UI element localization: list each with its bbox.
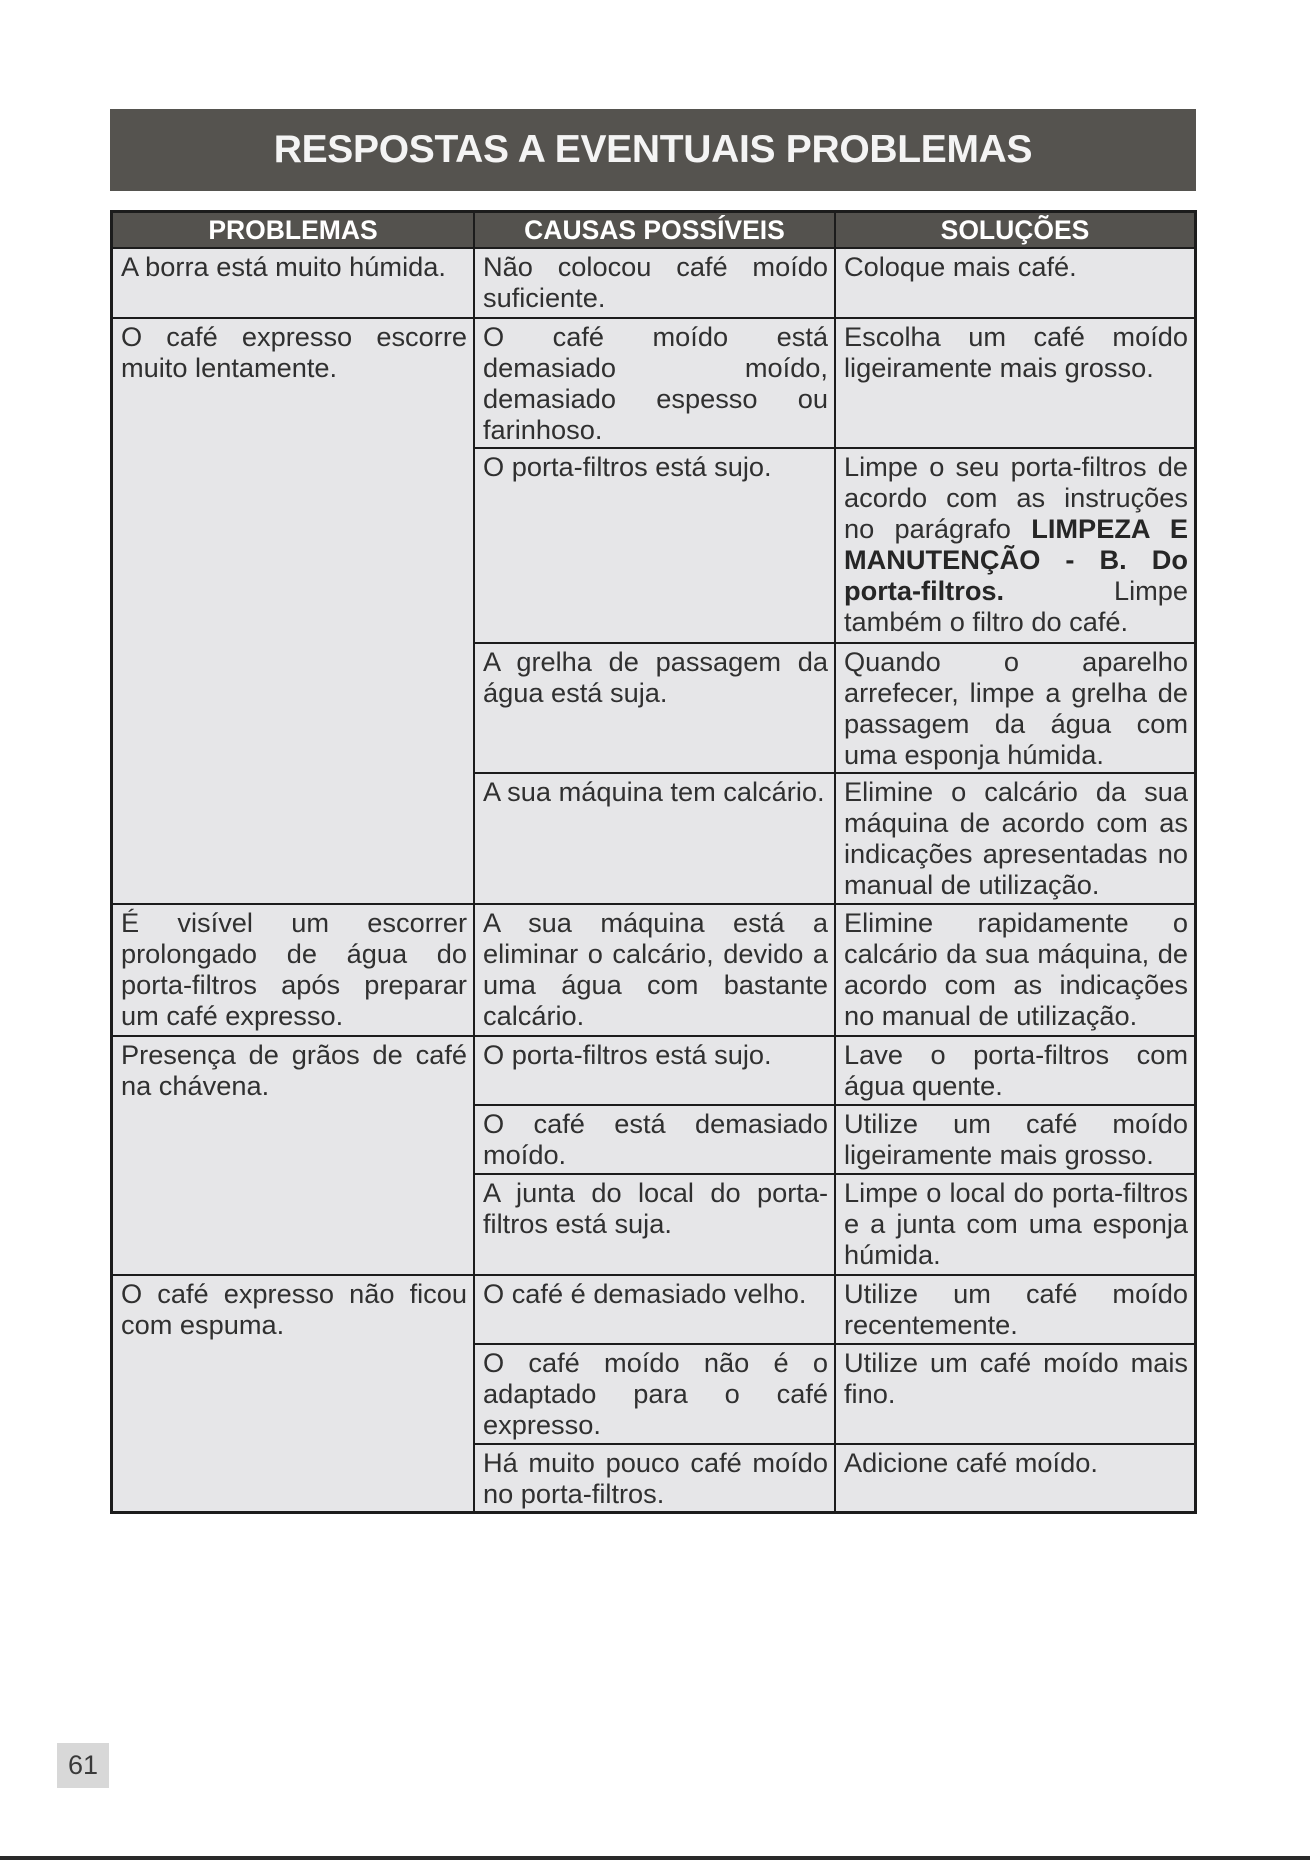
cause-cell: O café moído está demasiado moído, demasiado espesso ou farinhoso.: [475, 319, 834, 447]
solution-cell: Utilize um café moído recentemente.: [836, 1276, 1194, 1343]
cause-cell: O porta-filtros está sujo.: [475, 1037, 834, 1104]
problem-cell: O café expresso escorre muito lentamente.: [113, 319, 473, 903]
header-possible-causes: CAUSAS POSSÍVEIS: [475, 213, 834, 247]
problem-cell: O café expresso não ficou com espuma.: [113, 1276, 473, 1511]
cause-cell: O café está demasiado moído.: [475, 1106, 834, 1173]
page-title: RESPOSTAS A EVENTUAIS PROBLEMAS: [273, 128, 1033, 171]
solution-cell: Coloque mais café.: [836, 249, 1194, 317]
header-problems: PROBLEMAS: [113, 213, 473, 247]
troubleshooting-table: [110, 210, 1197, 1514]
solution-cell: Elimine rapidamente o calcário da sua máquina, de acordo com as indicações no manual de utilização.: [836, 905, 1194, 1035]
cause-cell: A sua máquina tem calcário.: [475, 774, 834, 903]
solution-cell: Quando o aparelho arrefecer, limpe a grelha de passagem da água com uma esponja húmida.: [836, 644, 1194, 772]
solution-cell: Elimine o calcário da sua máquina de acordo com as indicações apresentadas no manual de utilização.: [836, 774, 1194, 903]
cause-cell: Há muito pouco café moído no porta-filtros.: [475, 1445, 834, 1511]
title-banner: [110, 109, 1196, 191]
solution-cell: Lave o porta-filtros com água quente.: [836, 1037, 1194, 1104]
cause-cell: O café moído não é o adaptado para o café expresso.: [475, 1345, 834, 1443]
page-number: 61: [57, 1743, 109, 1788]
solution-reference-bold: LIMPEZA E MANUTENÇÃO - B. Do porta-filtros.: [844, 513, 1189, 606]
cause-cell: O café é demasiado velho.: [475, 1276, 834, 1343]
header-solutions: SOLUÇÕES: [836, 213, 1194, 247]
solution-cell: Utilize um café moído mais fino.: [836, 1345, 1194, 1443]
solution-cell: Limpe o local do porta-filtros e a junta com uma esponja húmida.: [836, 1175, 1194, 1274]
solution-cell: Escolha um café moído ligeiramente mais grosso.: [836, 319, 1194, 447]
problem-cell: A borra está muito húmida.: [113, 249, 473, 317]
cause-cell: A grelha de passagem da água está suja.: [475, 644, 834, 772]
solution-cell: Adicione café moído.: [836, 1445, 1194, 1511]
problem-cell: Presença de grãos de café na chávena.: [113, 1037, 473, 1274]
solution-text: Limpe também o filtro do café.: [844, 575, 1188, 637]
cause-cell: A sua máquina está a eliminar o calcário, devido a uma água com bastante calcário.: [475, 905, 834, 1035]
page-bottom-edge: [0, 1856, 1310, 1860]
solution-cell: Utilize um café moído ligeiramente mais grosso.: [836, 1106, 1194, 1173]
cause-cell: O porta-filtros está sujo.: [475, 449, 834, 642]
cause-cell: Não colocou café moído suficiente.: [475, 249, 834, 317]
problem-cell: É visível um escorrer prolongado de água do porta-filtros após preparar um café expresso.: [113, 905, 473, 1035]
cause-cell: A junta do local do porta-filtros está suja.: [475, 1175, 834, 1274]
solution-cell: [836, 449, 1194, 642]
solution-text: Limpe o seu porta-filtros de acordo com as instruções no parágrafo: [844, 451, 1188, 544]
